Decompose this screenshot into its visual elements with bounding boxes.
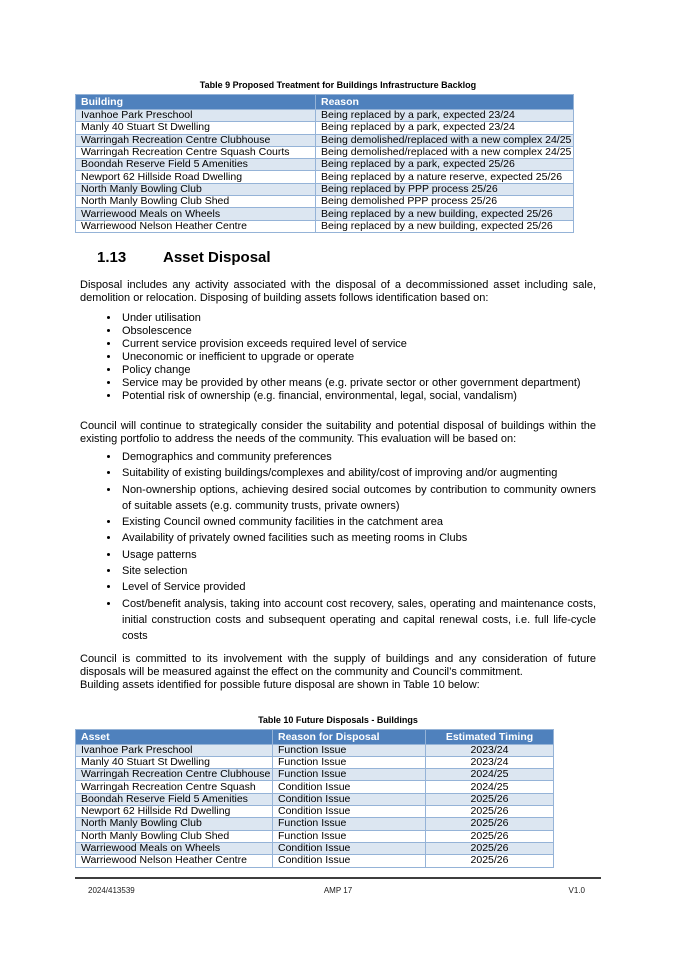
table-row xyxy=(76,183,574,195)
table-cell: Being replaced by a park, expected 23/24 xyxy=(316,110,574,122)
bullet-item: • Availability of privately owned facilities such as meeting rooms in Clubs xyxy=(120,530,596,546)
table-row xyxy=(76,793,554,805)
bullet-item: • Cost/benefit analysis, taking into account cost recovery, sales, operating and maintenance costs, initial construction costs and subsequent operating and capital renewal costs, i.e. full life-cycle costs xyxy=(120,596,596,645)
table-cell: Boondah Reserve Field 5 Amenities xyxy=(76,793,273,805)
table-cell: Manly 40 Stuart St Dwelling xyxy=(76,756,273,768)
table-cell: Function Issue xyxy=(273,818,426,830)
page-footer xyxy=(75,877,601,895)
bullet-item: • Level of Service provided xyxy=(120,579,596,595)
table9-caption: Table 9 Proposed Treatment for Buildings Infrastructure Backlog xyxy=(199,80,477,90)
table-cell: North Manly Bowling Club Shed xyxy=(76,830,273,842)
table-row xyxy=(76,220,574,232)
table-cell: 2025/26 xyxy=(426,818,554,830)
paragraph-table10-ref: Building assets identified for possible future disposal are shown in Table 10 below: xyxy=(80,678,480,691)
table-cell: Manly 40 Stuart St Dwelling xyxy=(76,122,316,134)
table9-col-reason: Reason xyxy=(316,95,574,110)
table-row xyxy=(76,781,554,793)
table-cell: 2025/26 xyxy=(426,806,554,818)
table-row xyxy=(76,769,554,781)
table-cell: Warriewood Nelson Heather Centre xyxy=(76,855,273,867)
identification-criteria-list xyxy=(75,312,596,403)
table-cell: Condition Issue xyxy=(273,793,426,805)
table-cell: Function Issue xyxy=(273,744,426,756)
table9-body xyxy=(76,110,574,233)
table10-caption: Table 10 Future Disposals - Buildings xyxy=(258,714,418,725)
bullet-item: • Demographics and community preferences xyxy=(120,449,596,465)
table-row xyxy=(76,146,574,158)
table-cell: 2024/25 xyxy=(426,769,554,781)
table-cell: Function Issue xyxy=(273,756,426,768)
table10-body xyxy=(76,744,554,867)
table-cell: North Manly Bowling Club Shed xyxy=(76,196,316,208)
footer-text-row xyxy=(75,886,601,895)
table-cell: Condition Issue xyxy=(273,806,426,818)
table-row xyxy=(76,855,554,867)
table-cell: North Manly Bowling Club xyxy=(76,818,273,830)
table-cell: 2025/26 xyxy=(426,855,554,867)
table-cell: Condition Issue xyxy=(273,781,426,793)
table-cell: Boondah Reserve Field 5 Amenities xyxy=(76,159,316,171)
table-cell: Warriewood Nelson Heather Centre xyxy=(76,220,316,232)
table-cell: Being replaced by a new building, expected 25/26 xyxy=(316,208,574,220)
table-cell: Warriewood Meals on Wheels xyxy=(76,208,316,220)
table9-col-building: Building xyxy=(76,95,316,110)
footer-document-number: 2024/413539 xyxy=(88,886,135,895)
table-cell: Being replaced by a new building, expected 25/26 xyxy=(316,220,574,232)
table-cell: Ivanhoe Park Preschool xyxy=(76,110,316,122)
table-cell: 2025/26 xyxy=(426,830,554,842)
table-row xyxy=(76,134,574,146)
table-row xyxy=(76,171,574,183)
bullet-item: • Service may be provided by other means (e.g. private sector or other government department) xyxy=(120,377,596,390)
table-row xyxy=(76,196,574,208)
table-cell: Function Issue xyxy=(273,830,426,842)
table-cell: Function Issue xyxy=(273,769,426,781)
table10 xyxy=(75,729,554,868)
table-cell: Being replaced by PPP process 25/26 xyxy=(316,183,574,195)
table-cell: Ivanhoe Park Preschool xyxy=(76,744,273,756)
paragraph-commitment xyxy=(80,653,596,692)
bullet-item: • Site selection xyxy=(120,563,596,579)
table-cell: Newport 62 Hillside Road Dwelling xyxy=(76,171,316,183)
table-row xyxy=(76,818,554,830)
table-cell: Condition Issue xyxy=(273,842,426,854)
bullet-item: • Usage patterns xyxy=(120,547,596,563)
bullet-item: • Current service provision exceeds required level of service xyxy=(120,338,596,351)
table-cell: North Manly Bowling Club xyxy=(76,183,316,195)
table-cell: 2024/25 xyxy=(426,781,554,793)
table-cell: Warriewood Meals on Wheels xyxy=(76,842,273,854)
bullet-item: • Non-ownership options, achieving desired social outcomes by contribution to community owners of suitable assets (e.g. community trusts, private owners) xyxy=(120,482,596,515)
section-title: Asset Disposal xyxy=(163,248,271,266)
table-cell: Being demolished PPP process 25/26 xyxy=(316,196,574,208)
table-cell: Condition Issue xyxy=(273,855,426,867)
table-cell: 2025/26 xyxy=(426,793,554,805)
bullet-item: • Under utilisation xyxy=(120,312,596,325)
table-cell: 2023/24 xyxy=(426,744,554,756)
paragraph-commitment-text: Council is committed to its involvement with the supply of buildings and any consideration of future disposals will be measured against the effect on the community and Council’s commitment. xyxy=(80,652,596,678)
table-row xyxy=(76,208,574,220)
table-cell: Warringah Recreation Centre Squash xyxy=(76,781,273,793)
table-cell: Being replaced by a nature reserve, expected 25/26 xyxy=(316,171,574,183)
table10-col-timing: Estimated Timing xyxy=(426,729,554,744)
table-cell: Warringah Recreation Centre Squash Courts xyxy=(76,146,316,158)
bullet-item: • Potential risk of ownership (e.g. financial, environmental, legal, social, vandalism) xyxy=(120,390,596,403)
table-cell: Being replaced by a park, expected 25/26 xyxy=(316,159,574,171)
table-cell: 2025/26 xyxy=(426,842,554,854)
table-row xyxy=(76,744,554,756)
footer-divider xyxy=(75,877,601,879)
bullet-item: • Uneconomic or inefficient to upgrade or operate xyxy=(120,351,596,364)
table-cell: Warringah Recreation Centre Clubhouse xyxy=(76,134,316,146)
table-row xyxy=(76,122,574,134)
section-heading xyxy=(97,249,601,266)
table-cell: Being demolished/replaced with a new complex 24/25 xyxy=(316,146,574,158)
footer-version: V1.0 xyxy=(568,886,585,895)
table-row xyxy=(76,110,574,122)
table-cell: Newport 62 Hillside Rd Dwelling xyxy=(76,806,273,818)
table-cell: Being demolished/replaced with a new complex 24/25 xyxy=(316,134,574,146)
bullet-item: • Policy change xyxy=(120,364,596,377)
table10-col-reason: Reason for Disposal xyxy=(273,729,426,744)
table9-header-row xyxy=(76,95,574,110)
footer-page-label: AMP 17 xyxy=(323,886,353,895)
table-row xyxy=(76,756,554,768)
table-cell: Being replaced by a park, expected 23/24 xyxy=(316,122,574,134)
table-cell: 2023/24 xyxy=(426,756,554,768)
bullet-item: • Obsolescence xyxy=(120,325,596,338)
paragraph-disposal-intro: Disposal includes any activity associated with the disposal of a decommissioned asset including sale, demolition or relocation. Disposing of building assets follows identification based on: xyxy=(80,278,596,304)
table-cell: Warringah Recreation Centre Clubhouse xyxy=(76,769,273,781)
table10-col-asset: Asset xyxy=(76,729,273,744)
table-row xyxy=(76,159,574,171)
evaluation-criteria-list xyxy=(75,449,596,645)
table-row xyxy=(76,806,554,818)
section-number: 1.13 xyxy=(97,248,127,266)
table-row xyxy=(76,830,554,842)
bullet-item: • Existing Council owned community facilities in the catchment area xyxy=(120,514,596,530)
paragraph-evaluation-intro: Council will continue to strategically consider the suitability and potential disposal of buildings within the existing portfolio to address the needs of the community. This evaluation will be based on: xyxy=(80,419,596,445)
table-row xyxy=(76,842,554,854)
table10-header-row xyxy=(76,729,554,744)
bullet-item: • Suitability of existing buildings/complexes and ability/cost of improving and/or augmenting xyxy=(120,465,596,481)
table9 xyxy=(75,94,574,233)
